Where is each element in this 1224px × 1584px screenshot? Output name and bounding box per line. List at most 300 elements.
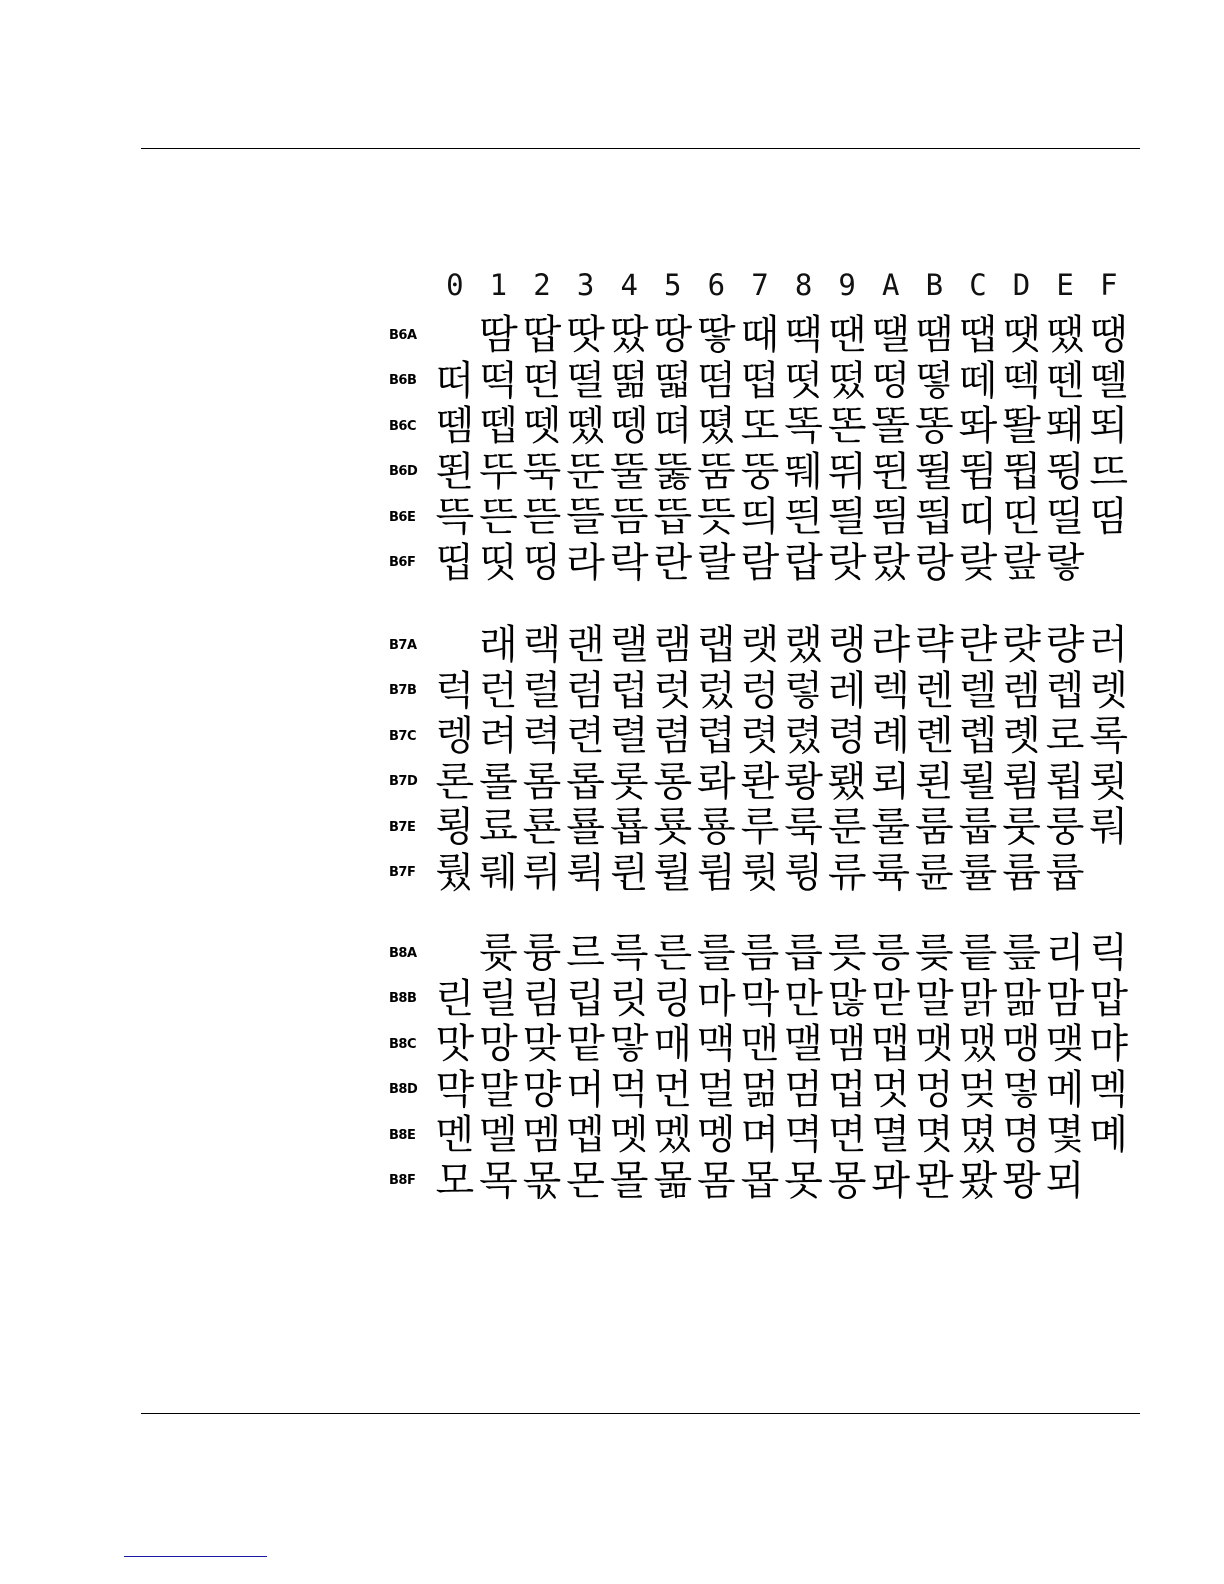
glyph-cell: 뛸 xyxy=(915,448,954,495)
row-cells xyxy=(433,804,1131,850)
glyph-cell: 롸 xyxy=(697,758,736,805)
row-code: B7C xyxy=(389,728,416,744)
glyph-cell: 력 xyxy=(522,713,562,759)
glyph-cell: 똘 xyxy=(871,403,911,449)
glyph-cell: 룬 xyxy=(827,804,867,850)
glyph-cell: 땄 xyxy=(609,312,649,358)
glyph-cell: 먕 xyxy=(522,1066,562,1113)
glyph-cell: 락 xyxy=(609,539,649,586)
glyph-cell: 떳 xyxy=(784,357,823,404)
glyph-cell: 랄 xyxy=(697,539,736,586)
glyph-cell: 몄 xyxy=(958,1112,998,1158)
glyph-cell: 른 xyxy=(653,930,693,976)
glyph-cell: 랭 xyxy=(827,622,867,668)
glyph-cell: 뜯 xyxy=(522,494,562,540)
glyph-cell: 롭 xyxy=(566,758,605,805)
glyph-cell: 띌 xyxy=(827,494,867,540)
glyph-cell: 뤽 xyxy=(566,849,605,896)
glyph-cell: 멀 xyxy=(697,1066,736,1113)
glyph-cell: 뢸 xyxy=(958,758,998,805)
row-code: B6B xyxy=(389,373,417,388)
glyph-cell: 론 xyxy=(435,758,475,805)
glyph-cell: 뢍 xyxy=(784,758,823,805)
glyph-cell: 띈 xyxy=(784,494,823,540)
glyph-cell: 랜 xyxy=(566,622,605,668)
glyph-cell: 떠 xyxy=(435,357,475,404)
column-header: 8 xyxy=(794,268,813,302)
row-cells xyxy=(433,930,1131,976)
glyph-cell: 래 xyxy=(479,622,518,668)
glyph-cell: 떨 xyxy=(566,357,605,404)
glyph-cell: 떡 xyxy=(479,357,518,404)
column-header: 1 xyxy=(489,268,508,302)
glyph-cell: 뗬 xyxy=(697,403,736,449)
row-cells xyxy=(433,1158,1131,1204)
glyph-cell: 량 xyxy=(1045,622,1085,668)
glyph-cell: 몃 xyxy=(915,1112,954,1158)
glyph-cell: 렘 xyxy=(1002,667,1041,714)
glyph-cell: 띳 xyxy=(479,539,518,586)
glyph-cell: 럭 xyxy=(435,667,475,714)
glyph-cell: 몸 xyxy=(697,1157,736,1204)
glyph-cell: 땀 xyxy=(479,312,518,358)
glyph-cell xyxy=(1087,850,1131,896)
glyph-cell: 땠 xyxy=(1045,312,1085,358)
glyph-cell: 띔 xyxy=(871,494,911,540)
glyph-cell: 룩 xyxy=(784,804,823,850)
glyph-cell: 멍 xyxy=(915,1066,954,1113)
glyph-cell: 맨 xyxy=(740,1021,780,1067)
glyph-cell: 뤄 xyxy=(1089,804,1129,850)
row-code: B7B xyxy=(389,683,417,698)
glyph-cell: 려 xyxy=(479,713,518,759)
row-code: B8A xyxy=(389,945,417,961)
glyph-cell: 룽 xyxy=(1045,804,1085,850)
glyph-cell: 령 xyxy=(827,713,867,759)
glyph-cell: 륏 xyxy=(740,849,780,896)
glyph-cell: 명 xyxy=(1002,1112,1041,1158)
glyph-cell: 뗀 xyxy=(1045,357,1085,404)
glyph-cell: 뫈 xyxy=(915,1157,954,1204)
row-code: B8C xyxy=(389,1036,416,1052)
glyph-cell: 떫 xyxy=(653,357,693,404)
glyph-cell: 록 xyxy=(1089,713,1129,759)
glyph-cell: 뫘 xyxy=(958,1157,998,1204)
row-code: B8F xyxy=(389,1173,416,1188)
glyph-cell: 린 xyxy=(435,975,475,1022)
glyph-cell xyxy=(433,622,477,668)
glyph-cell: 뗌 xyxy=(435,403,475,449)
glyph-cell: 맒 xyxy=(1002,975,1041,1022)
glyph-cell: 뛰 xyxy=(827,448,867,495)
glyph-cell: 뗐 xyxy=(566,403,605,449)
glyph-cell: 뜹 xyxy=(653,494,693,540)
glyph-cell: 뚫 xyxy=(653,448,693,495)
glyph-cell: 뤼 xyxy=(522,849,562,896)
glyph-cell: 랏 xyxy=(827,539,867,586)
glyph-cell: 롑 xyxy=(958,713,998,759)
glyph-cell: 뜨 xyxy=(1089,448,1129,495)
glyph-cell: 런 xyxy=(479,667,518,714)
glyph-cell: 먈 xyxy=(479,1066,518,1113)
row-code: B7D xyxy=(389,774,418,789)
glyph-cell: 륌 xyxy=(697,849,736,896)
glyph-cell: 륙 xyxy=(871,849,911,896)
glyph-cell: 뫼 xyxy=(1045,1157,1085,1204)
table-row xyxy=(389,668,1131,714)
glyph-cell: 롼 xyxy=(740,758,780,805)
glyph-cell: 메 xyxy=(1045,1066,1085,1113)
glyph-cell: 맺 xyxy=(1045,1021,1085,1067)
column-header: A xyxy=(882,268,900,302)
glyph-cell: 멎 xyxy=(958,1066,998,1113)
glyph-cell: 룝 xyxy=(609,804,649,850)
glyph-cell: 렉 xyxy=(871,667,911,714)
glyph-cell: 륑 xyxy=(784,849,823,896)
glyph-cell: 몇 xyxy=(1045,1112,1085,1158)
row-code: B7E xyxy=(389,819,416,835)
table-row xyxy=(389,850,1131,896)
glyph-cell: 뗏 xyxy=(522,403,562,449)
glyph-cell: 뛴 xyxy=(871,448,911,495)
table-row xyxy=(389,540,1131,586)
glyph-cell: 림 xyxy=(522,975,562,1022)
glyph-cell: 릇 xyxy=(827,930,867,976)
glyph-cell: 를 xyxy=(697,930,736,976)
column-header: 7 xyxy=(751,268,769,302)
glyph-cell: 룀 xyxy=(1002,758,1041,805)
glyph-cell: 맏 xyxy=(871,975,911,1022)
glyph-cell: 뙈 xyxy=(1045,403,1085,449)
glyph-cell: 뢰 xyxy=(871,758,911,805)
row-cells xyxy=(433,668,1131,714)
glyph-cell: 맣 xyxy=(609,1021,649,1067)
footer-rule xyxy=(141,1413,1140,1414)
glyph-cell: 릅 xyxy=(784,930,823,976)
glyph-cell: 롄 xyxy=(915,713,954,759)
glyph-cell: 멜 xyxy=(479,1112,518,1158)
glyph-cell: 랑 xyxy=(915,539,954,586)
row-code: B6C xyxy=(389,418,416,434)
glyph-cell xyxy=(433,312,477,358)
glyph-cell: 루 xyxy=(740,804,780,850)
glyph-cell: 뙤 xyxy=(1089,403,1129,449)
glyph-cell: 롤 xyxy=(479,758,518,805)
glyph-cell: 뗄 xyxy=(1089,357,1129,404)
glyph-cell: 릭 xyxy=(1089,930,1129,976)
glyph-cell: 리 xyxy=(1045,930,1085,976)
glyph-cell: 뗑 xyxy=(609,403,649,449)
glyph-cell: 뗍 xyxy=(479,403,518,449)
glyph-cell: 륭 xyxy=(522,930,562,976)
table-row xyxy=(389,930,1131,976)
glyph-cell: 렐 xyxy=(958,667,998,714)
glyph-cell: 럴 xyxy=(522,667,562,714)
glyph-cell: 며 xyxy=(740,1112,780,1158)
glyph-cell: 막 xyxy=(740,975,780,1022)
row-code: B8D xyxy=(389,1082,418,1097)
glyph-cell: 름 xyxy=(740,930,780,976)
glyph-cell: 멈 xyxy=(784,1066,823,1113)
glyph-cell: 많 xyxy=(827,975,867,1022)
glyph-cell: 뜸 xyxy=(609,494,649,540)
glyph-cell: 먹 xyxy=(609,1066,649,1113)
glyph-cell: 라 xyxy=(566,539,605,586)
glyph-cell: 뤠 xyxy=(479,849,518,896)
glyph-cell: 멸 xyxy=(871,1112,911,1158)
glyph-cell: 룻 xyxy=(1002,804,1041,850)
glyph-cell xyxy=(1087,540,1131,586)
glyph-cell: 륫 xyxy=(479,930,518,976)
column-header: 0 xyxy=(446,268,464,302)
glyph-cell: 럽 xyxy=(609,667,649,714)
glyph-cell: 롓 xyxy=(1002,713,1041,759)
glyph-cell: 멩 xyxy=(697,1112,736,1158)
row-cells xyxy=(433,759,1131,805)
glyph-cell: 똔 xyxy=(827,403,867,449)
glyph-cell: 먁 xyxy=(435,1066,475,1113)
glyph-cell: 룃 xyxy=(1089,758,1129,805)
glyph-cell: 료 xyxy=(479,804,518,850)
glyph-cell: 랒 xyxy=(958,539,998,586)
row-cells xyxy=(433,494,1131,540)
glyph-cell: 룡 xyxy=(697,804,736,850)
glyph-cell: 또 xyxy=(740,403,780,449)
glyph-cell: 렝 xyxy=(435,713,475,759)
glyph-cell: 똬 xyxy=(958,403,998,449)
glyph-cell: 로 xyxy=(1045,713,1085,759)
glyph-cell: 띤 xyxy=(1002,494,1041,540)
glyph-cell: 릉 xyxy=(871,930,911,976)
glyph-cell: 떽 xyxy=(1002,357,1041,404)
glyph-cell: 맘 xyxy=(1045,975,1085,1022)
glyph-cell: 땝 xyxy=(958,312,998,358)
glyph-cell: 맷 xyxy=(915,1021,954,1067)
glyph-cell: 럼 xyxy=(566,667,605,714)
glyph-cell: 만 xyxy=(784,975,823,1022)
glyph-cell: 룹 xyxy=(958,804,998,850)
glyph-cell: 몲 xyxy=(653,1157,693,1204)
glyph-cell: 룔 xyxy=(566,804,605,850)
glyph-cell: 렬 xyxy=(609,713,649,759)
glyph-cell: 뢨 xyxy=(827,758,867,805)
glyph-cell: 럇 xyxy=(1002,622,1041,668)
glyph-cell: 뫄 xyxy=(871,1157,911,1204)
row-code: B7A xyxy=(389,637,417,653)
glyph-cell: 멥 xyxy=(566,1112,605,1158)
glyph-cell: 몬 xyxy=(566,1157,605,1204)
glyph-cell: 마 xyxy=(697,975,736,1022)
glyph-cell: 맛 xyxy=(435,1021,475,1067)
glyph-cell: 먼 xyxy=(653,1066,693,1113)
column-header: D xyxy=(1012,268,1031,302)
glyph-cell: 랍 xyxy=(784,539,823,586)
glyph-cell: 몫 xyxy=(522,1157,562,1204)
glyph-cell: 때 xyxy=(740,312,780,358)
glyph-cell: 뤘 xyxy=(435,849,475,896)
glyph-cell: 렁 xyxy=(740,667,780,714)
table-row xyxy=(389,312,1131,358)
glyph-cell: 모 xyxy=(435,1157,475,1204)
glyph-cell: 먀 xyxy=(1089,1021,1129,1067)
glyph-cell: 란 xyxy=(653,539,693,586)
row-cells xyxy=(433,976,1131,1022)
glyph-cell: 똴 xyxy=(1002,403,1041,449)
glyph-cell: 멤 xyxy=(522,1112,562,1158)
glyph-cell: 몹 xyxy=(740,1157,780,1204)
row-cells xyxy=(433,358,1131,404)
glyph-cell: 렸 xyxy=(784,713,823,759)
glyph-cell: 머 xyxy=(566,1066,605,1113)
row-cells xyxy=(433,449,1131,495)
glyph-cell: 람 xyxy=(740,539,780,586)
row-cells xyxy=(433,1021,1131,1067)
glyph-cell: 룐 xyxy=(522,804,562,850)
glyph-cell: 땐 xyxy=(827,312,867,358)
glyph-cell: 뗘 xyxy=(653,403,693,449)
column-header: 9 xyxy=(838,268,856,302)
row-code: B8B xyxy=(389,991,417,1006)
glyph-cell: 렙 xyxy=(1045,667,1085,714)
glyph-cell: 뜩 xyxy=(435,494,475,540)
glyph-cell: 렌 xyxy=(915,667,954,714)
glyph-cell: 떰 xyxy=(697,357,736,404)
glyph-cell: 률 xyxy=(958,849,998,896)
glyph-cell: 띄 xyxy=(740,494,780,540)
glyph-cell: 멋 xyxy=(871,1066,911,1113)
glyph-cell: 뜬 xyxy=(479,494,518,540)
table-row xyxy=(389,1158,1131,1204)
glyph-cell: 릍 xyxy=(958,930,998,976)
glyph-cell: 땔 xyxy=(871,312,911,358)
glyph-cell: 매 xyxy=(653,1021,693,1067)
glyph-cell: 롬 xyxy=(522,758,562,805)
glyph-cell: 랸 xyxy=(958,622,998,668)
glyph-cell: 뜻 xyxy=(697,494,736,540)
row-code: B6D xyxy=(389,464,418,479)
glyph-cell: 뚱 xyxy=(740,448,780,495)
glyph-cell: 랐 xyxy=(871,539,911,586)
glyph-cell: 룁 xyxy=(1045,758,1085,805)
glyph-cell: 룟 xyxy=(653,804,693,850)
glyph-cell: 맑 xyxy=(958,975,998,1022)
glyph-cell: 멨 xyxy=(653,1112,693,1158)
glyph-cell: 랫 xyxy=(740,622,780,668)
glyph-cell: 램 xyxy=(653,622,693,668)
column-header: 6 xyxy=(707,268,726,302)
glyph-cell: 례 xyxy=(871,713,911,759)
glyph-cell: 땍 xyxy=(784,312,823,358)
table-row xyxy=(389,1067,1131,1113)
glyph-cell: 랴 xyxy=(871,622,911,668)
glyph-cell: 멕 xyxy=(1089,1066,1129,1113)
glyph-cell: 목 xyxy=(479,1157,518,1204)
glyph-cell: 말 xyxy=(915,975,954,1022)
glyph-cell: 립 xyxy=(566,975,605,1022)
row-cells xyxy=(433,1067,1131,1113)
glyph-cell: 맵 xyxy=(871,1021,911,1067)
column-header: 5 xyxy=(664,268,682,302)
glyph-cell: 띱 xyxy=(435,539,475,586)
header-rule xyxy=(141,148,1140,149)
glyph-cell: 띵 xyxy=(522,539,562,586)
glyph-cell: 뛔 xyxy=(784,448,823,495)
row-code: B6A xyxy=(389,327,417,343)
glyph-cell: 렷 xyxy=(740,713,780,759)
glyph-cell: 띰 xyxy=(1089,494,1129,540)
row-cells xyxy=(433,540,1131,586)
glyph-cell: 랬 xyxy=(784,622,823,668)
glyph-cell xyxy=(1087,1158,1131,1204)
glyph-cell: 멓 xyxy=(1002,1066,1041,1113)
row-code: B7F xyxy=(389,865,416,880)
glyph-cell: 땁 xyxy=(522,312,562,358)
row-code: B8E xyxy=(389,1127,416,1143)
table-row xyxy=(389,1021,1131,1067)
glyph-cell: 러 xyxy=(1089,622,1129,668)
glyph-cell: 멘 xyxy=(435,1112,475,1158)
glyph-cell: 맸 xyxy=(958,1021,998,1067)
glyph-cell: 떱 xyxy=(740,357,780,404)
glyph-cell: 멉 xyxy=(827,1066,867,1113)
glyph-cell: 륜 xyxy=(915,849,954,896)
glyph-cell: 랩 xyxy=(697,622,736,668)
row-cells xyxy=(433,622,1131,668)
glyph-cell: 떴 xyxy=(827,357,867,404)
glyph-cell: 멧 xyxy=(609,1112,649,1158)
glyph-cell: 릿 xyxy=(609,975,649,1022)
row-code: B6F xyxy=(389,555,416,570)
glyph-cell: 맞 xyxy=(522,1021,562,1067)
glyph-cell: 랙 xyxy=(522,622,562,668)
glyph-cell: 렀 xyxy=(697,667,736,714)
glyph-cell: 랗 xyxy=(1045,539,1085,586)
column-header: B xyxy=(925,268,944,302)
glyph-cell: 멂 xyxy=(740,1066,780,1113)
row-cells xyxy=(433,713,1131,759)
column-header: 3 xyxy=(576,268,595,302)
glyph-cell: 룅 xyxy=(435,804,475,850)
glyph-cell: 면 xyxy=(827,1112,867,1158)
table-row xyxy=(389,494,1131,540)
glyph-cell: 떪 xyxy=(609,357,649,404)
glyph-cell: 땅 xyxy=(653,312,693,358)
column-header: E xyxy=(1056,268,1074,302)
glyph-cell: 릎 xyxy=(1002,930,1041,976)
glyph-cell: 륀 xyxy=(609,849,649,896)
glyph-cell: 땟 xyxy=(1002,312,1041,358)
glyph-cell: 렴 xyxy=(653,713,693,759)
glyph-cell: 못 xyxy=(784,1157,823,1204)
table-row xyxy=(389,449,1131,495)
glyph-cell: 뚝 xyxy=(522,448,562,495)
glyph-cell: 류 xyxy=(827,849,867,896)
glyph-cell: 땡 xyxy=(1089,312,1129,358)
glyph-cell: 몰 xyxy=(609,1157,649,1204)
glyph-cell: 떤 xyxy=(522,357,562,404)
glyph-cell: 뚬 xyxy=(697,448,736,495)
table-row xyxy=(389,403,1131,449)
glyph-cell: 릴 xyxy=(479,975,518,1022)
glyph-cell: 르 xyxy=(566,930,605,976)
glyph-cell: 뜀 xyxy=(958,448,998,495)
row-cells xyxy=(433,1112,1131,1158)
glyph-cell: 띨 xyxy=(1045,494,1085,540)
glyph-cell: 륨 xyxy=(1002,849,1041,896)
glyph-cell: 뢴 xyxy=(915,758,954,805)
column-header: C xyxy=(969,268,987,302)
glyph-cell: 롱 xyxy=(653,758,693,805)
